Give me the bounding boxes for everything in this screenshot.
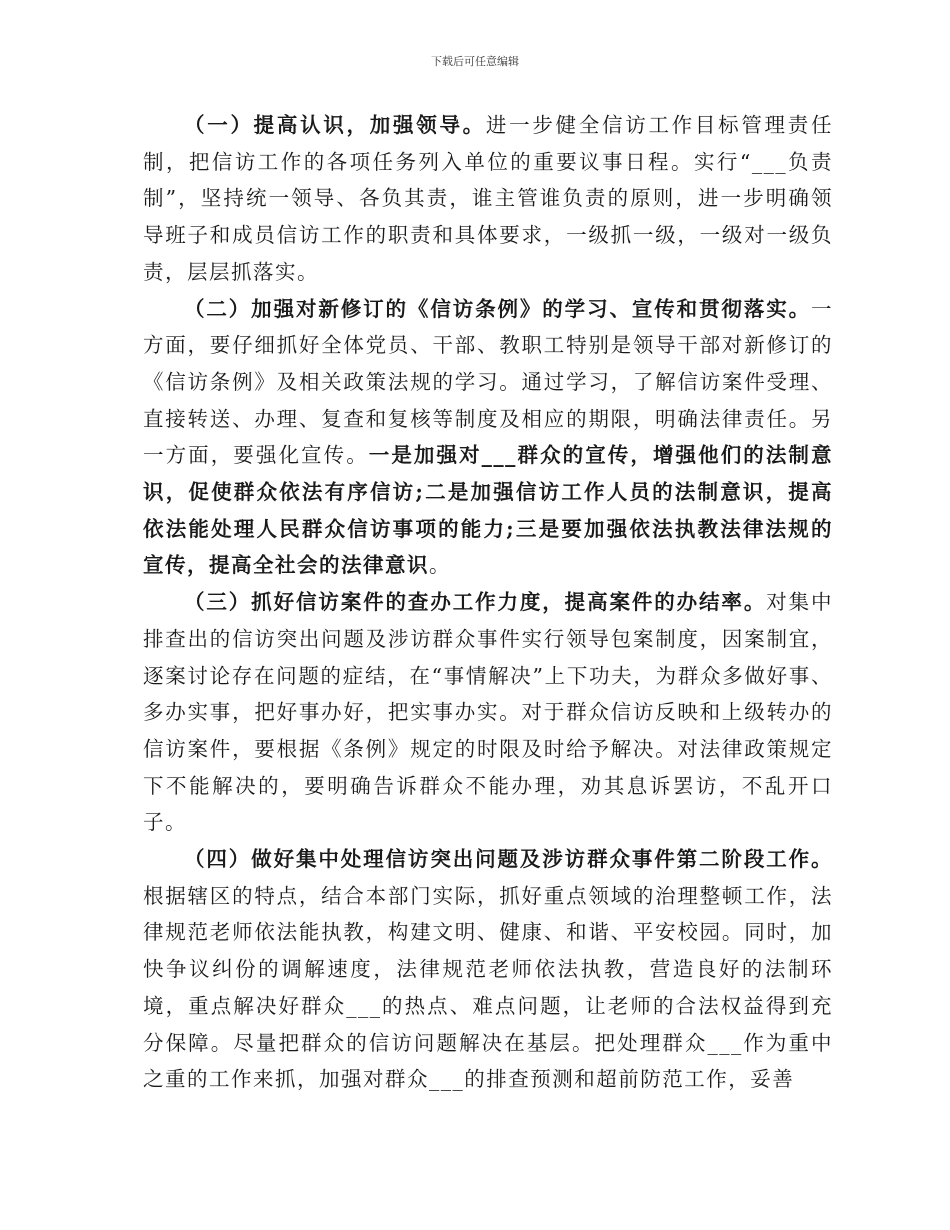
paragraph-3-heading: （三）抓好信访案件的查办工作力度，提高案件的办结率。 bbox=[184, 590, 767, 615]
paragraph-1 bbox=[143, 107, 833, 291]
paragraph-2-body: 一方面，要仔细抓好全体党员、干部、教职工特别是领导干部对新修订的《信访条例》及相关政策法规的学习。通过学习，了解信访案件受理、直接转送、办理、复查和复核等制度及相应的期限，明确法律责任。另一方面，要强化宣传。 bbox=[143, 296, 833, 468]
paragraph-3 bbox=[143, 584, 833, 841]
paragraph-3-body: 对集中排查出的信访突出问题及涉访群众事件实行领导包案制度，因案制宜，逐案讨论存在问题的症结，在“事情解决”上下功夫，为群众多做好事、多办实事，把好事办好，把实事办实。对于群众信访反映和上级转办的信访案件，要根据《条例》规定的时限及时给予解决。对法律政策规定下不能解决的，要明确告诉群众不能办理，劝其息诉罢访，不乱开口子。 bbox=[143, 590, 834, 835]
paragraph-1-body: 进一步健全信访工作目标管理责任制，把信访工作的各项任务列入单位的重要议事日程。实行“___负责制”，坚持统一领导、各负其责，谁主管谁负责的原则，进一步明确领导班子和成员信访工作的职责和具体要求，一级抓一级，一级对一级负责，层层抓落实。 bbox=[143, 113, 834, 284]
paragraph-2-end: 。 bbox=[429, 553, 451, 578]
paragraph-1-heading: （一）提高认识，加强领导。 bbox=[184, 113, 486, 137]
document-body bbox=[143, 107, 833, 1098]
paragraph-2 bbox=[143, 291, 833, 585]
page-header: 下载后可任意编辑 bbox=[431, 55, 519, 68]
paragraph-2-heading: （二）加强对新修订的《信访条例》的学习、宣传和贯彻落实。 bbox=[184, 296, 811, 321]
paragraph-4-heading: （四）做好集中处理信访突出问题及涉访群众事件第二阶段工作。 bbox=[184, 847, 833, 872]
paragraph-2-bold-tail: 一是加强对___群众的宣传，增强他们的法制意识，促使群众依法有序信访;二是加强信访工作人员的法制意识，提高依法能处理人民群众信访事项的能力;三是要加强依法执教法律法规的宣传，提高全社会的法律意识 bbox=[143, 443, 834, 578]
paragraph-4 bbox=[143, 841, 833, 1098]
paragraph-4-body: 根据辖区的特点，结合本部门实际，抓好重点领域的治理整顿工作，法律规范老师依法能执教，构建文明、健康、和谐、平安校园。同时，加快争议纠份的调解速度，法律规范老师依法执教，营造良好的法制环境，重点解决好群众___的热点、难点问题，让老师的合法权益得到充分保障。尽量把群众的信访问题解决在基层。把处理群众___作为重中之重的工作来抓，加强对群众___的排查预测和超前防范工作，妥善 bbox=[143, 883, 833, 1092]
